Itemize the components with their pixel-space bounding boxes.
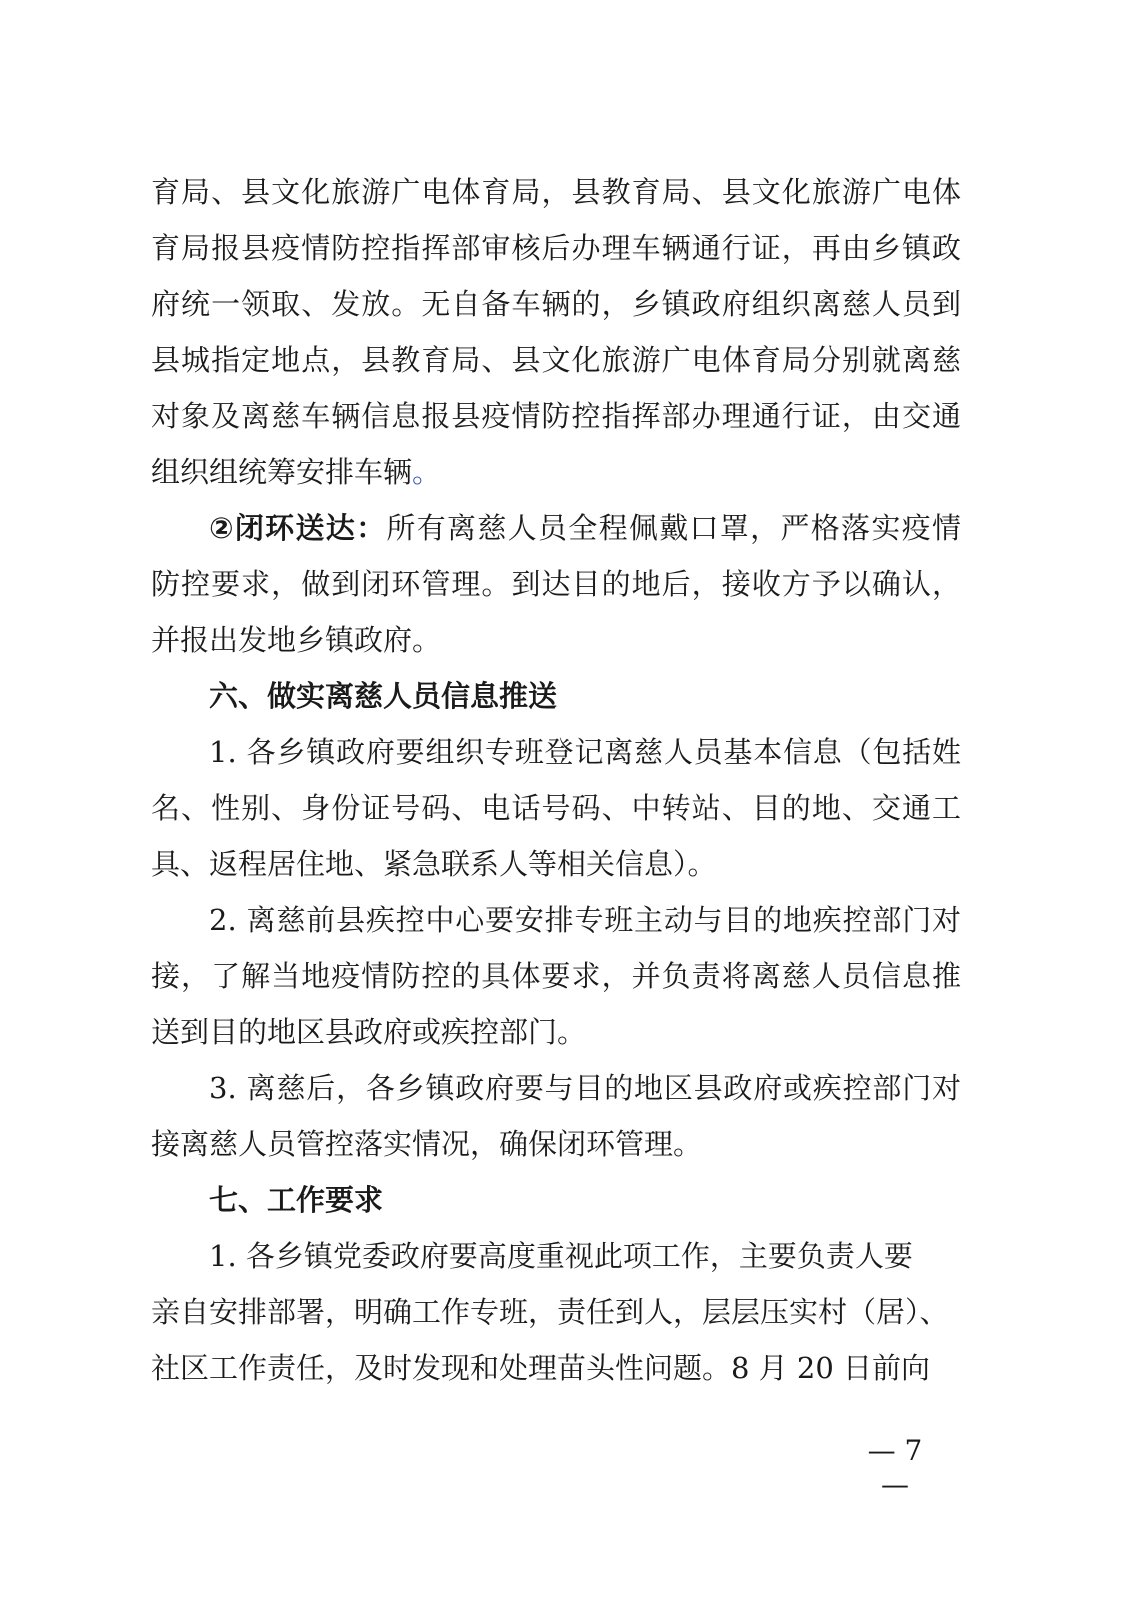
paragraph-line: 接离慈人员管控落实情况，确保闭环管理。 — [151, 1127, 703, 1161]
paragraph-line: 育局、县文化旅游广电体育局，县教育局、县文化旅游广电体 — [151, 175, 961, 209]
paragraph-line: 育局报县疫情防控指挥部审核后办理车辆通行证，再由乡镇政 — [151, 231, 961, 265]
paragraph-line — [151, 454, 961, 490]
paragraph-line: 防控要求，做到闭环管理。到达目的地后，接收方予以确认， — [151, 567, 961, 601]
paragraph-line: 接，了解当地疫情防控的具体要求，并负责将离慈人员信息推 — [151, 959, 961, 993]
paragraph-line: 府统一领取、发放。无自备车辆的，乡镇政府组织离慈人员到 — [151, 287, 961, 321]
paragraph-line: 名、性别、身份证号码、电话号码、中转站、目的地、交通工 — [151, 791, 961, 825]
paragraph-line: 送到目的地区县政府或疾控部门。 — [151, 1015, 587, 1049]
paragraph-line: 1. 各乡镇政府要组织专班登记离慈人员基本信息（包括姓 — [209, 735, 961, 769]
section-heading-6: 六、做实离慈人员信息推送 — [209, 679, 558, 713]
section-heading-7: 七、工作要求 — [209, 1183, 384, 1217]
paragraph-line: 1. 各乡镇党委政府要高度重视此项工作，主要负责人要 — [209, 1239, 913, 1273]
closed-loop-label: ②闭环送达： — [209, 511, 387, 545]
paragraph-line: 并报出发地乡镇政府。 — [151, 623, 442, 657]
period-mark: 。 — [412, 455, 442, 489]
paragraph-line: 3. 离慈后，各乡镇政府要与目的地区县政府或疾控部门对 — [209, 1071, 961, 1105]
paragraph-line: 县城指定地点，县教育局、县文化旅游广电体育局分别就离慈 — [151, 343, 961, 377]
paragraph-line-text: 所有离慈人员全程佩戴口罩，严格落实疫情 — [386, 511, 961, 545]
paragraph-line: 2. 离慈前县疾控中心要安排专班主动与目的地疾控部门对 — [209, 903, 961, 937]
page-number: — 7 — — [867, 1434, 923, 1501]
paragraph-line: 亲自安排部署，明确工作专班，责任到人，层层压实村（居）、 — [151, 1295, 949, 1329]
paragraph-line: 具、返程居住地、紧急联系人等相关信息）。 — [151, 847, 717, 881]
paragraph-line: 对象及离慈车辆信息报县疫情防控指挥部办理通行证，由交通 — [151, 399, 961, 433]
paragraph-line — [209, 510, 961, 546]
paragraph-line-text: 组织组统筹安排车辆 — [151, 455, 413, 489]
paragraph-line: 社区工作责任，及时发现和处理苗头性问题。8 月 20 日前向 — [151, 1351, 931, 1385]
